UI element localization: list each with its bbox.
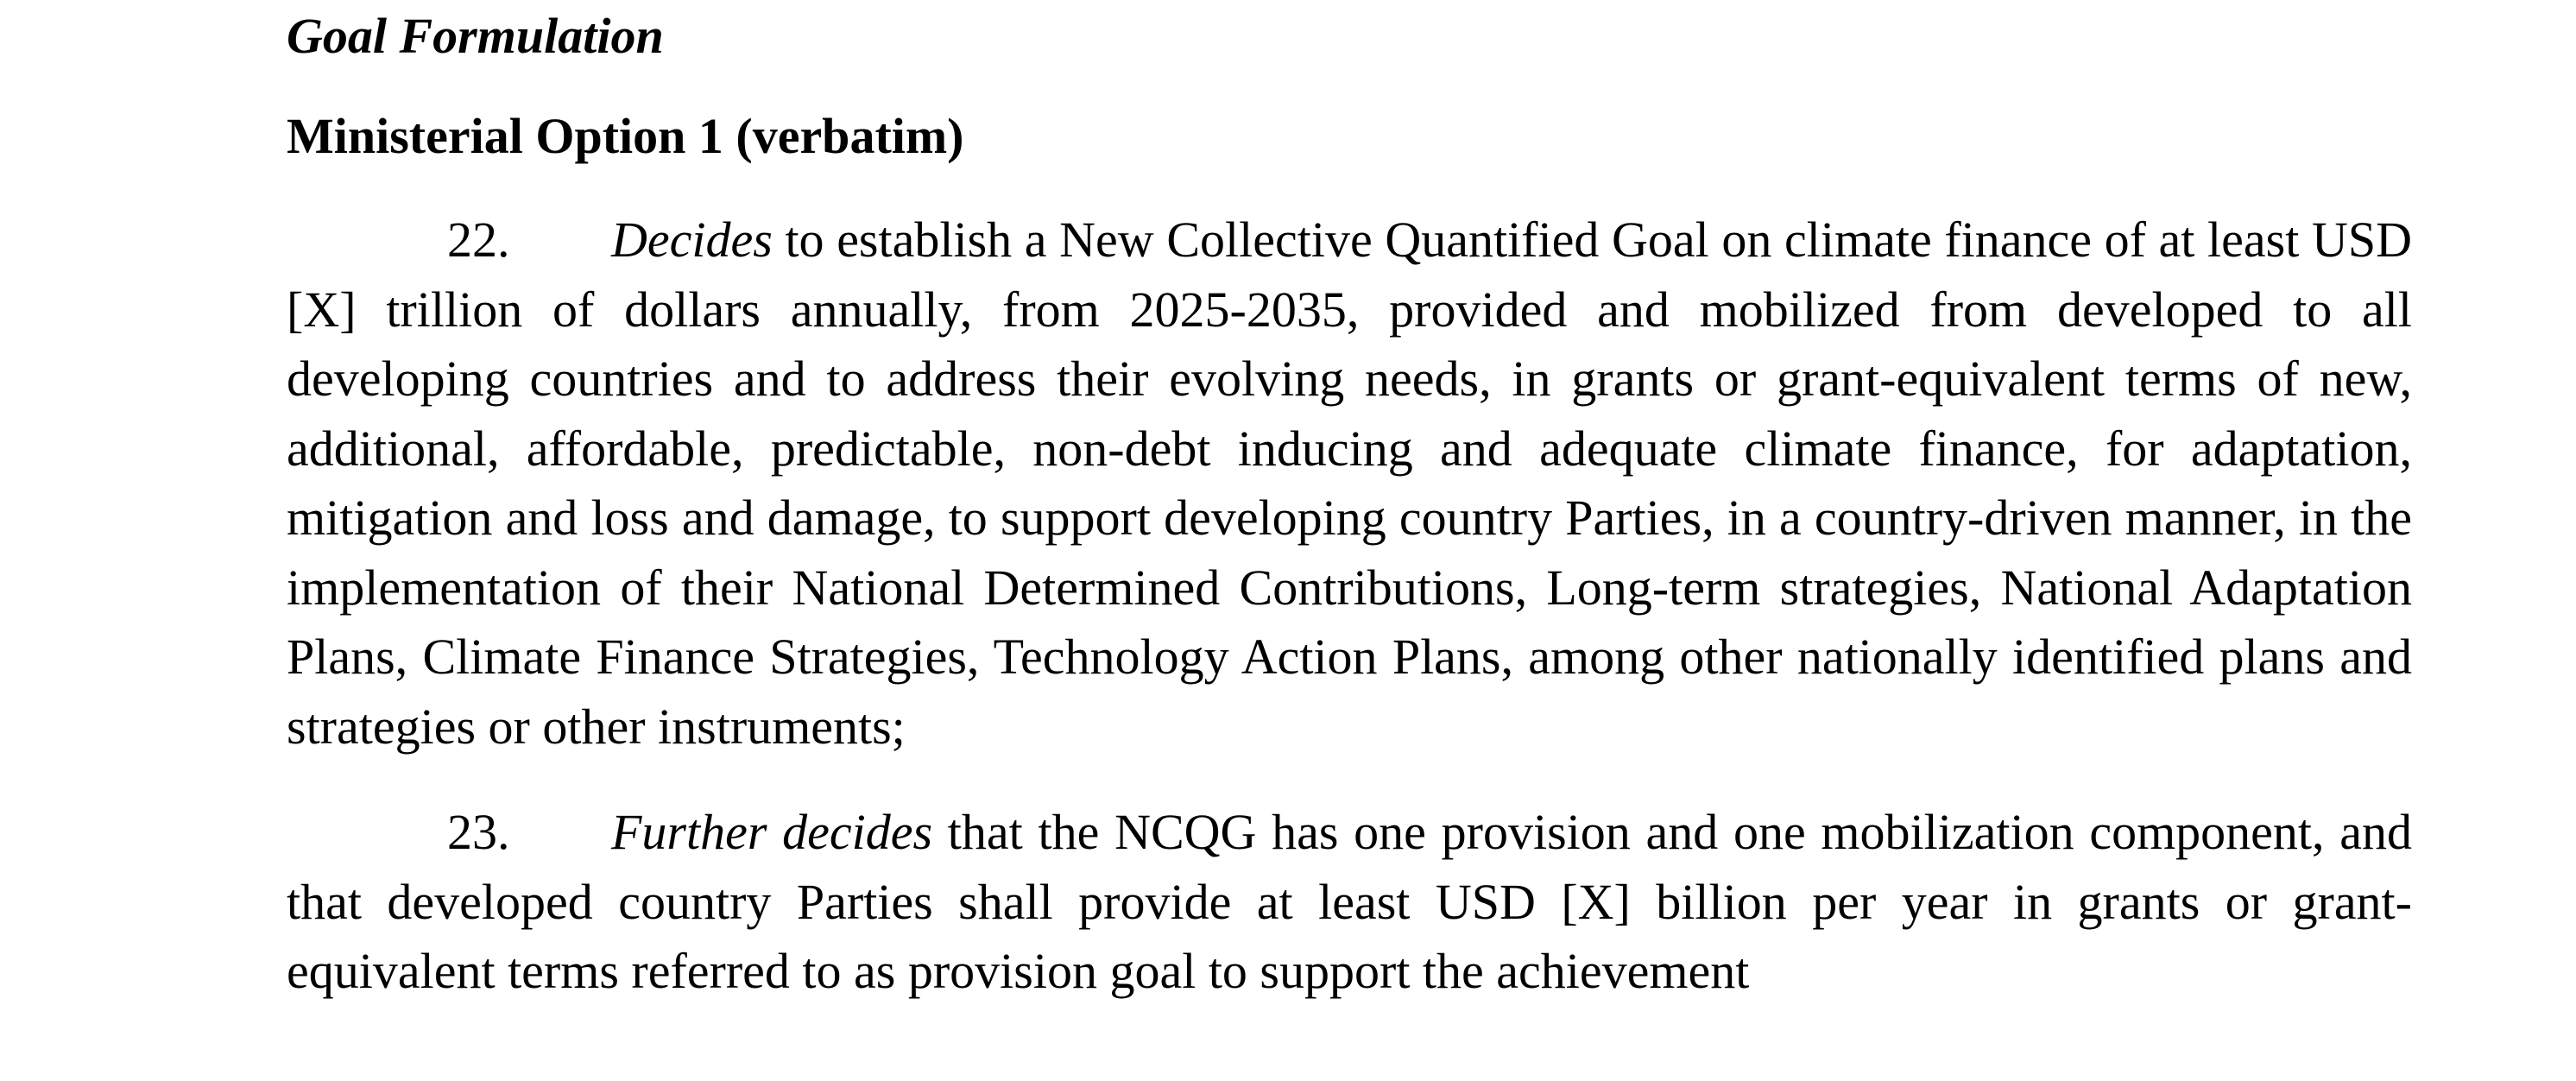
paragraph-number: 23. [447,804,510,860]
section-heading: Goal Formulation [287,8,664,64]
operative-verb: Further decides [611,804,933,860]
document-page [287,0,2412,1007]
paragraph-22 [287,205,2412,762]
paragraph-23 [287,798,2412,1007]
paragraph-text: to establish a New Collective Quantified Goal on climate finance of at least USD [X] trillion of dollars annually, from 2025-2035, provided and mobilized from developed to all developing countries and to address their evolving needs, in grants or grant-equivalent terms of new, additional, affordable, predictable, non-debt inducing and adequate climate finance, for adaptation, mitigation and loss and damage, to support developing country Parties, in a country-driven manner, in the implementation of their National Determined Contributions, Long-term strategies, National Adaptation Plans, Climate Finance Strategies, Technology Action Plans, among other nationally identified plans and strategies or other instruments; [287,212,2412,755]
paragraph-number: 22. [447,212,510,268]
operative-verb: Decides [611,212,773,268]
paragraph-text: that the NCQG has one provision and one mobilization component, and that developed country Parties shall provide at least USD [X] billion per year in grants or grant-equivalent terms referred to as provision goal to support the achievement [287,804,2413,999]
option-heading: Ministerial Option 1 (verbatim) [287,108,964,164]
